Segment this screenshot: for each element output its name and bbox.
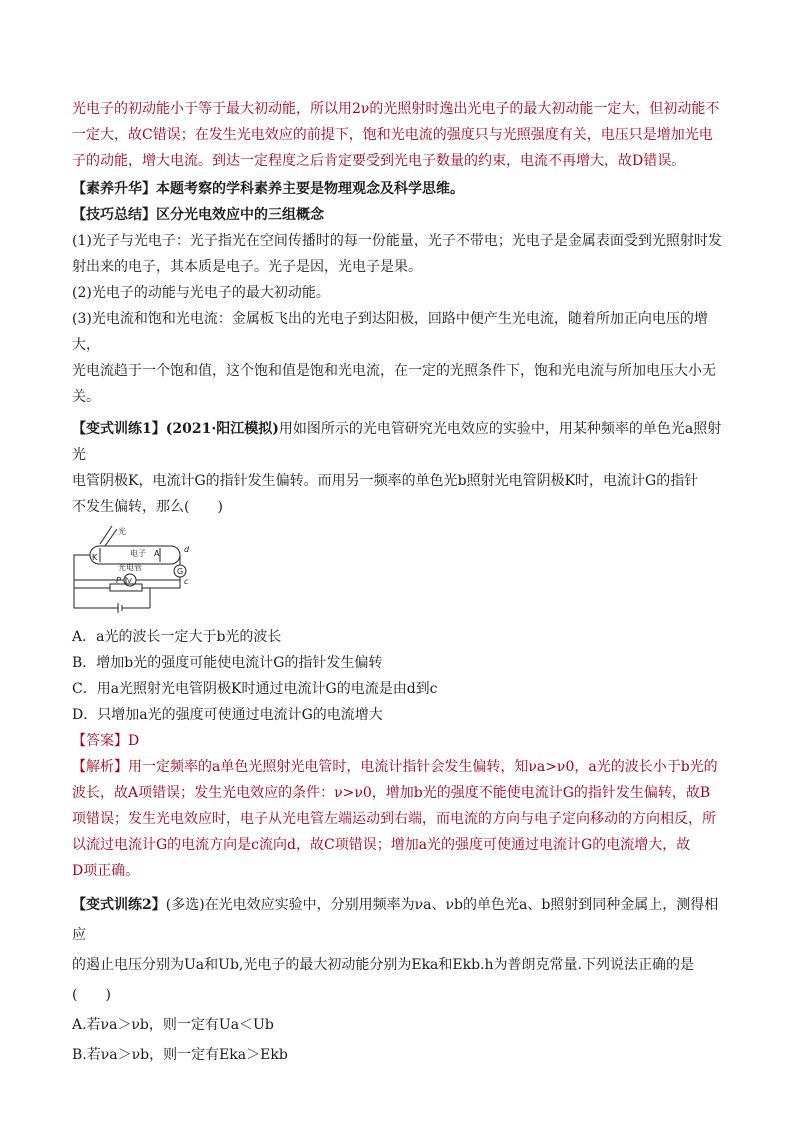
q2-stem-line: 的遏止电压分别为Ua和Ub,光电子的最大初动能分别为Eka和Ekb.h为普朗克常量.下列说法正确的是( ) xyxy=(72,957,694,1003)
label-d: d xyxy=(184,545,190,554)
label-A: A xyxy=(154,549,160,558)
label-V: V xyxy=(127,577,132,585)
concept-line: 射出来的电子，其本质是电子。光子是因，光电子是果。 xyxy=(72,259,422,275)
analysis-line: D项正确。 xyxy=(72,863,140,879)
concept-line: (3)光电流和饱和光电流：金属板飞出的光电子到达阳极，回路中便产生光电流，随着所加正向电压的增大， xyxy=(72,311,708,353)
document-page xyxy=(72,96,724,1070)
light-ray xyxy=(105,529,117,546)
answer-label: 【答案】 xyxy=(72,733,128,749)
q1-analysis xyxy=(72,754,724,884)
label-light: 光 xyxy=(118,527,126,536)
jiqiao-text: 区分光电效应中的三组概念 xyxy=(156,207,324,223)
question-2 xyxy=(72,890,724,1070)
jiqiao-line xyxy=(72,202,724,228)
jiqiao-label: 【技巧总结】 xyxy=(72,207,156,223)
label-P: P xyxy=(116,576,121,585)
label-electron: 电子 xyxy=(130,549,146,558)
analysis-line: 项错误；发生光电效应时，电子从光电管左端运动到右端，而电流的方向与电子定向移动的方向相反，所 xyxy=(72,811,716,827)
explanation-line: 子的动能，增大电流。到达一定程度之后肯定要受到光电子数量的约束，电流不再增大，故D错误。 xyxy=(72,153,686,169)
explanation-block xyxy=(72,96,724,174)
label-K: K xyxy=(92,553,98,562)
label-tube: 光电管 xyxy=(118,563,142,572)
question-1 xyxy=(72,416,724,884)
q2-stem-line xyxy=(72,890,724,950)
concept-list xyxy=(72,228,724,410)
q1-stem-line: 不发生偏转，那么( ) xyxy=(72,499,223,515)
q1-option-b: B．增加b光的强度可能使电流计G的指针发生偏转 xyxy=(72,655,383,671)
concept-line: (2)光电子的动能与光电子的最大初动能。 xyxy=(72,285,330,301)
q1-option-a: A．a光的波长一定大于b光的波长 xyxy=(72,629,282,645)
suyang-label: 【素养升华】 xyxy=(72,181,156,197)
q2-stem-text: (多选)在光电效应实验中，分别用频率为νa、νb的单色光a、b照射到同种金属上，测得相应 xyxy=(72,897,719,943)
analysis-label: 【解析】 xyxy=(72,759,128,775)
analysis-line: 波长，故A项错误；发生光电效应的条件：ν>ν0，增加b光的强度不能使电流计G的指针发生偏转，故B xyxy=(72,785,711,801)
analysis-line xyxy=(72,754,724,780)
q1-option-c: C．用a光照射光电管阴极K时通过电流计G的电流是由d到c xyxy=(72,681,438,697)
concept-line: (1)光子与光电子：光子指光在空间传播时的每一份能量，光子不带电；光电子是金属表面受到光照射时发 xyxy=(72,233,722,249)
q1-stem-line xyxy=(72,416,724,468)
q1-stem-text: 用如图所示的光电管研究光电效应的实验中，用某种频率的单色光a照射光 xyxy=(72,421,722,463)
q1-label: 【变式训练1】 xyxy=(72,421,166,437)
phototube-circuit-diagram xyxy=(72,524,192,618)
light-ray xyxy=(100,526,112,544)
q1-answer-line xyxy=(72,728,724,754)
suyang-line xyxy=(72,176,724,202)
suyang-text: 本题考察的学科素养主要是物理观念及科学思维。 xyxy=(156,181,464,197)
explanation-line: 一定大，故C错误；在发生光电效应的前提下，饱和光电流的强度只与光照强度有关，电压只是增加光电 xyxy=(72,127,713,143)
q1-option-d: D．只增加a光的强度可使通过电流计G的电流增大 xyxy=(72,707,383,723)
explanation-line: 光电子的初动能小于等于最大初动能，所以用2ν的光照射时逸出光电子的最大初动能一定大，但初动能不 xyxy=(72,101,720,117)
label-G: G xyxy=(177,567,184,576)
q2-label: 【变式训练2】 xyxy=(72,897,166,913)
q1-stem-line: 电管阴极K，电流计G的指针发生偏转。而用另一频率的单色光b照射光电管阴极K时，电流计G的指针 xyxy=(72,473,699,489)
analysis-text: 用一定频率的a单色光照射光电管时，电流计指针会发生偏转，知νa>ν0，a光的波长小于b光的 xyxy=(128,759,718,775)
analysis-line: 以流过电流计G的电流方向是c流向d，故C项错误；增加a光的强度可使通过电流计G的电流增大，故 xyxy=(72,837,691,853)
concept-line: 关。 xyxy=(72,389,100,405)
label-c: c xyxy=(184,577,189,586)
q2-option-a: A.若νa＞νb，则一定有Ua＜Ub xyxy=(72,1017,274,1033)
concept-line: 光电流趋于一个饱和值，这个饱和值是饱和光电流，在一定的光照条件下，饱和光电流与所加电压大小无 xyxy=(72,363,716,379)
q2-option-b: B.若νa＞νb，则一定有Eka＞Ekb xyxy=(72,1047,288,1063)
wire-right-bottom xyxy=(150,577,180,588)
q1-source: (2021·阳江模拟) xyxy=(165,421,279,437)
answer-value: D xyxy=(128,733,140,749)
wire-left xyxy=(74,555,118,608)
